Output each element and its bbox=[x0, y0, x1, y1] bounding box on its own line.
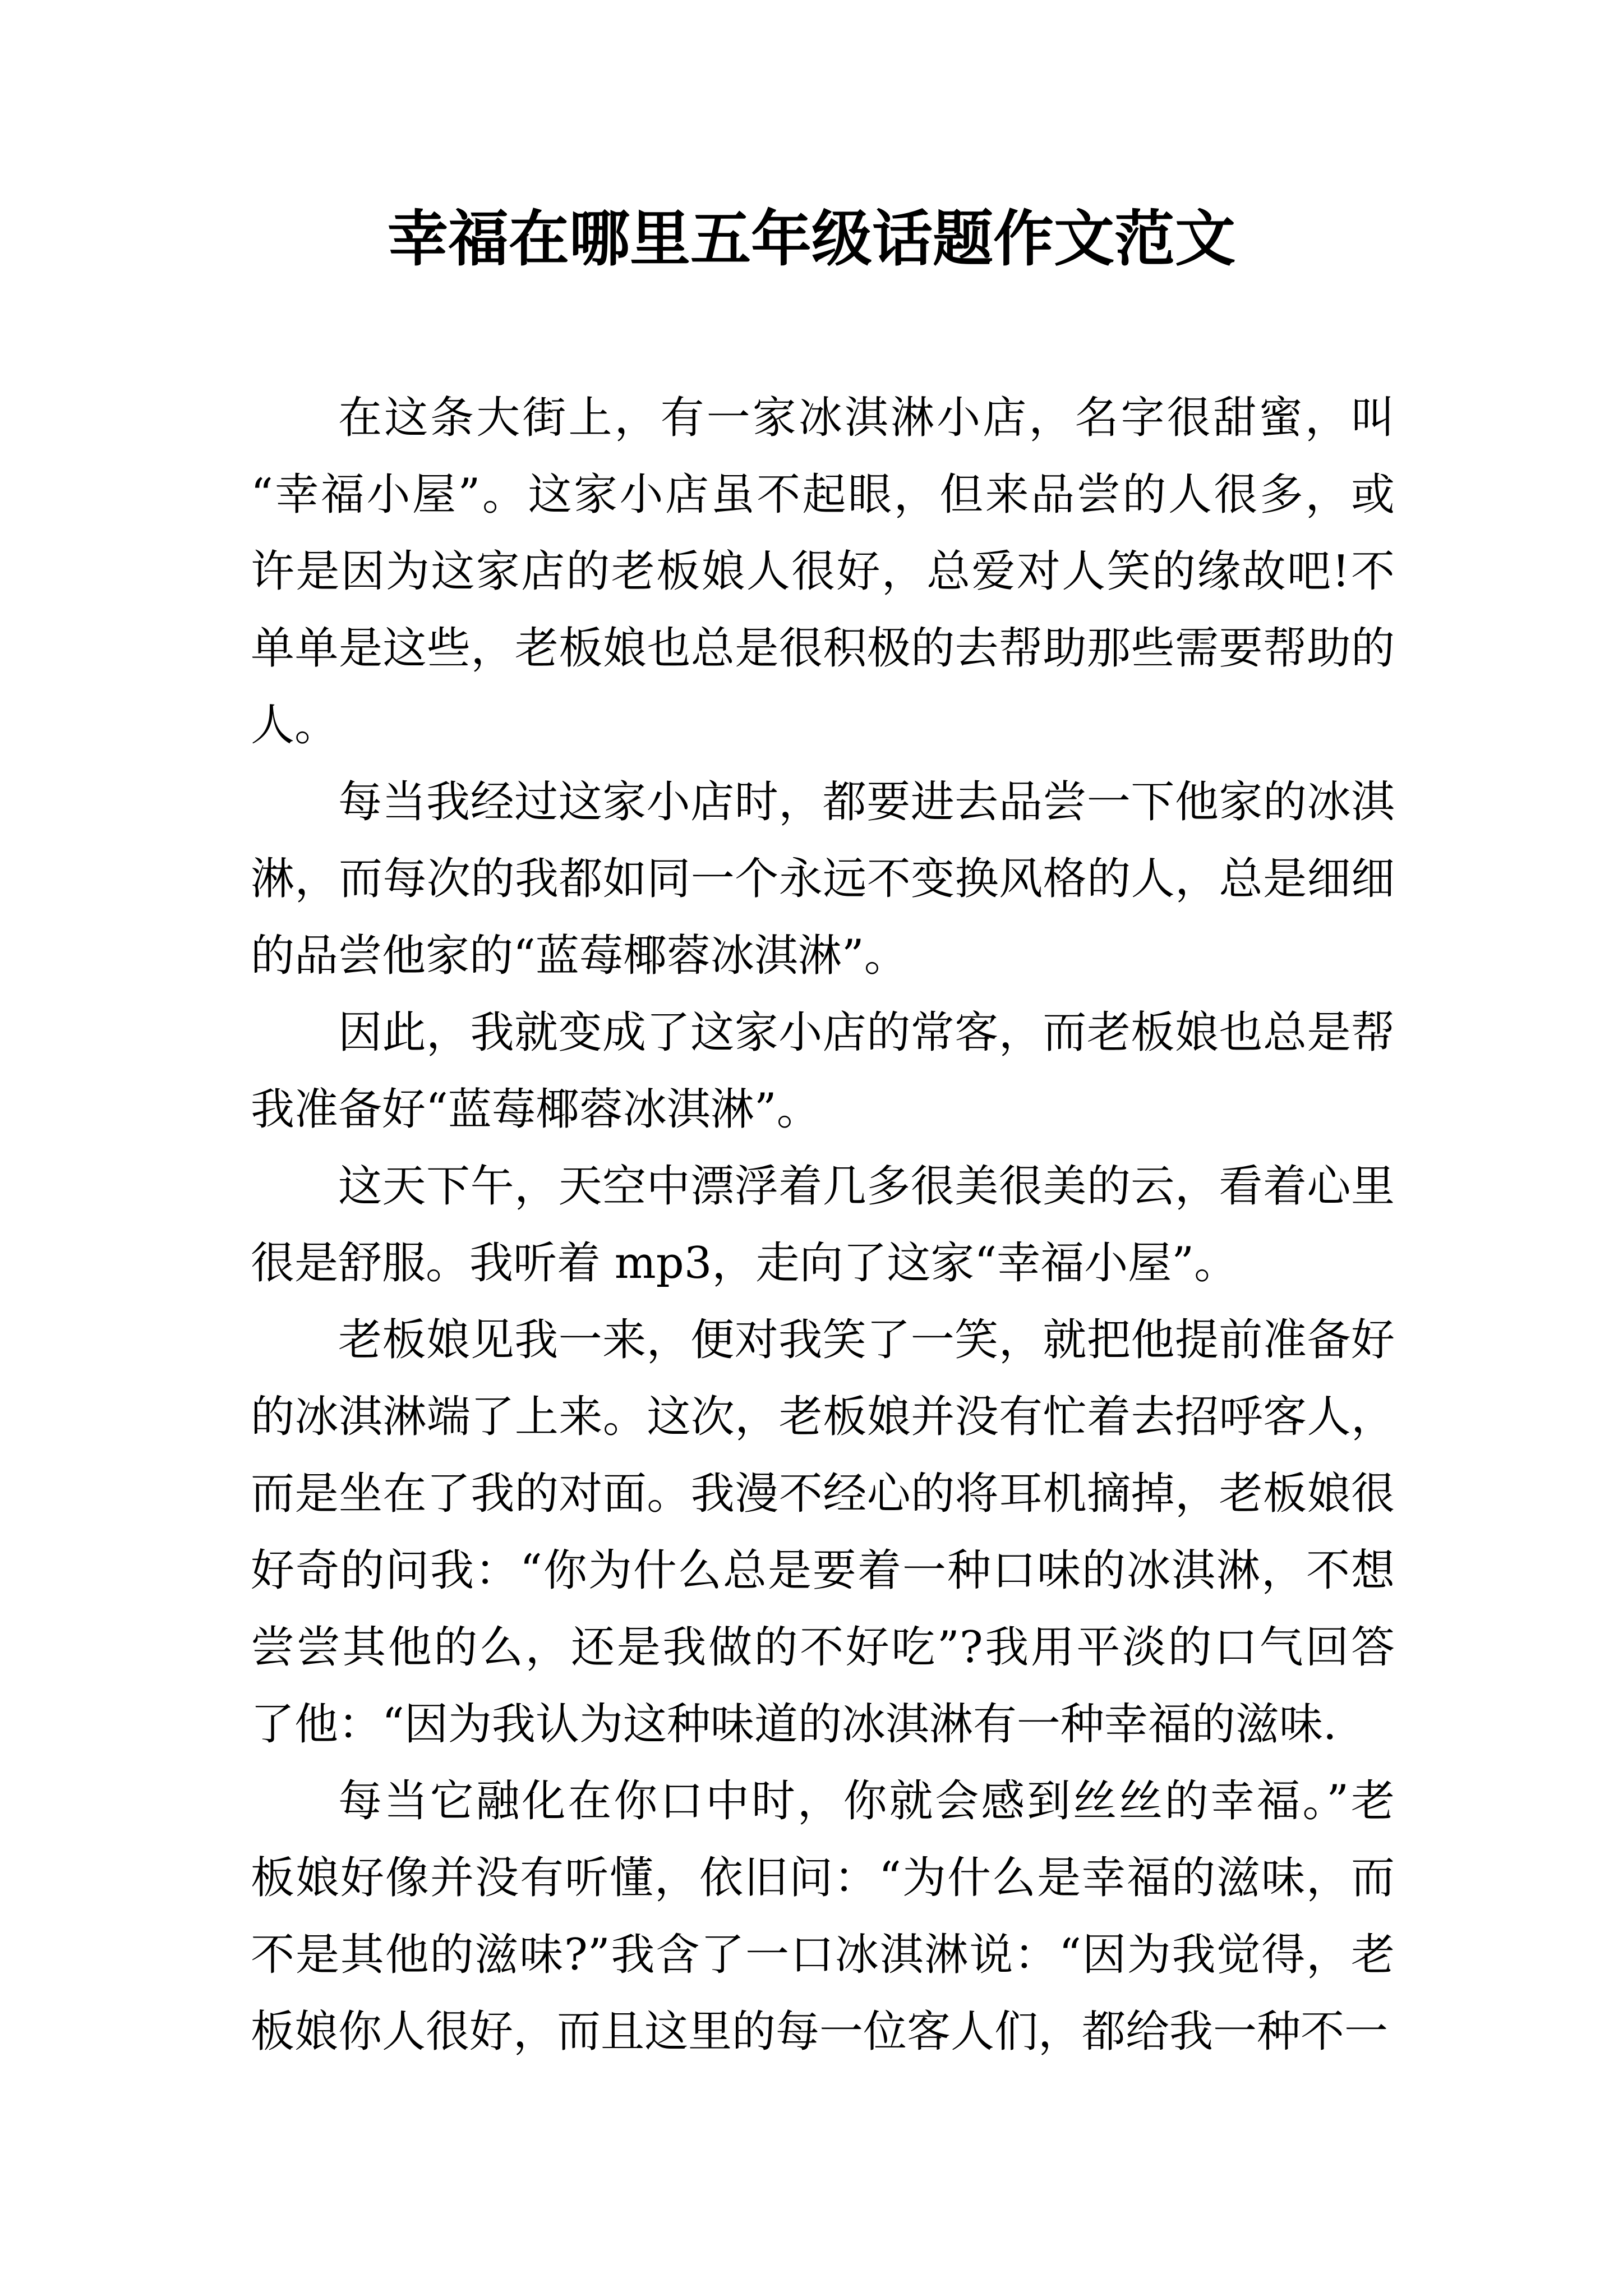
text-line: 这天下午，天空中漂浮着几多很美很美的云，看着心里 bbox=[338, 1161, 1395, 1212]
text-line: 人。 bbox=[251, 700, 339, 751]
text-line: 板娘好像并没有听懂，依旧问：“为什么是幸福的滋味，而 bbox=[251, 1853, 1395, 1903]
text-line: 我准备好“蓝莓椰蓉冰淇淋”。 bbox=[251, 1084, 820, 1135]
text-line: “幸福小屋”。这家小店虽不起眼，但来品尝的人很多，或 bbox=[251, 470, 1395, 520]
document-title: 幸福在哪里五年级话题作文范文 bbox=[387, 204, 1235, 274]
text-line: 单单是这些，老板娘也总是很积极的去帮助那些需要帮助的 bbox=[251, 623, 1395, 674]
text-line: 了他：“因为我认为这种味道的冰淇淋有一种幸福的滋味. bbox=[251, 1699, 1337, 1750]
paragraph bbox=[251, 380, 1395, 764]
text-line: 淋，而每次的我都如同一个永远不变换风格的人，总是细细 bbox=[251, 854, 1395, 904]
text-line: 不是其他的滋味?”我含了一口冰淇淋说：“因为我觉得，老 bbox=[251, 1930, 1395, 1980]
paragraph bbox=[251, 995, 1395, 1148]
text-line: 的冰淇淋端了上来。这次，老板娘并没有忙着去招呼客人， bbox=[251, 1392, 1395, 1442]
text-line: 许是因为这家店的老板娘人很好，总爱对人笑的缘故吧!不 bbox=[251, 546, 1395, 597]
text-line: 在这条大街上，有一家冰淇淋小店，名字很甜蜜，叫 bbox=[338, 393, 1395, 443]
text-line: 尝尝其他的么，还是我做的不好吃”?我用平淡的口气回答 bbox=[251, 1622, 1395, 1673]
text-line: 而是坐在了我的对面。我漫不经心的将耳机摘掉，老板娘很 bbox=[251, 1469, 1395, 1519]
paragraph bbox=[251, 1148, 1395, 1302]
text-line: 很是舒服。我听着 mp3，走向了这家“幸福小屋”。 bbox=[251, 1238, 1238, 1289]
text-line: 老板娘见我一来，便对我笑了一笑，就把他提前准备好 bbox=[338, 1315, 1395, 1365]
paragraph bbox=[251, 1763, 1395, 2070]
text-line: 因此，我就变成了这家小店的常客，而老板娘也总是帮 bbox=[338, 1007, 1395, 1058]
text-line: 每当我经过这家小店时，都要进去品尝一下他家的冰淇 bbox=[338, 777, 1395, 827]
text-line: 好奇的问我：“你为什么总是要着一种口味的冰淇淋，不想 bbox=[251, 1545, 1395, 1596]
paragraph bbox=[251, 764, 1395, 995]
text-line: 的品尝他家的“蓝莓椰蓉冰淇淋”。 bbox=[251, 931, 908, 981]
text-line: 每当它融化在你口中时，你就会感到丝丝的幸福。”老 bbox=[338, 1776, 1395, 1826]
text-line: 板娘你人很好，而且这里的每一位客人们，都给我一种不一 bbox=[251, 2007, 1389, 2057]
document-body bbox=[251, 380, 1395, 2070]
paragraph bbox=[251, 1302, 1395, 1763]
